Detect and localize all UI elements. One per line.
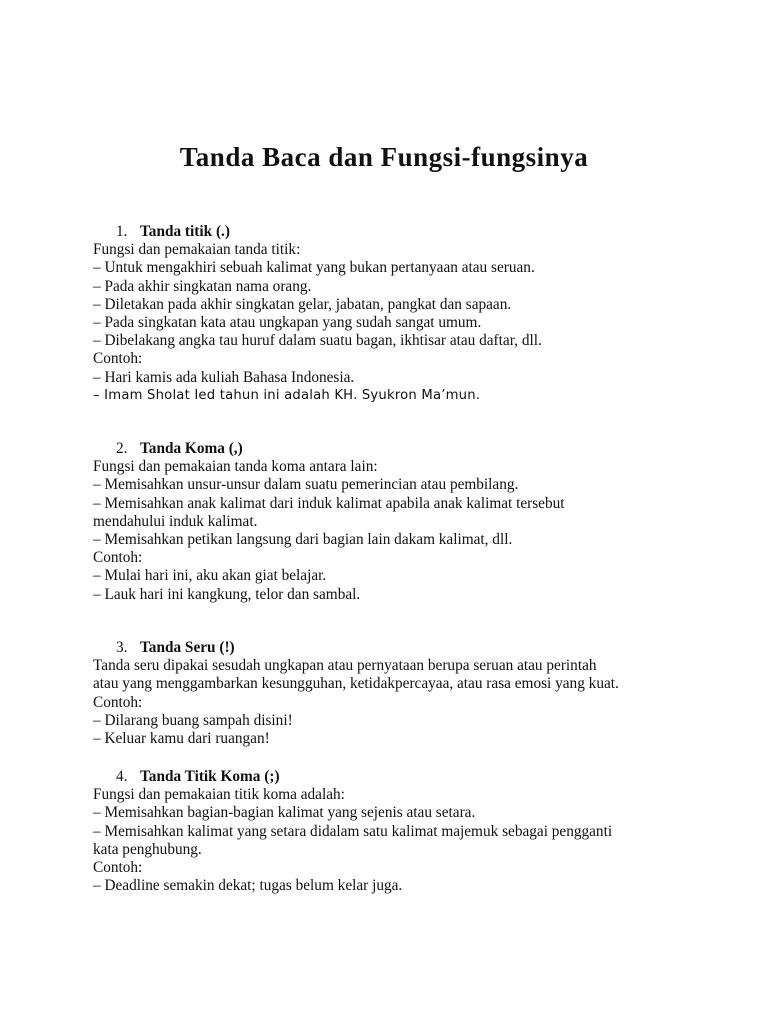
section-heading [93,639,693,657]
list-item: – Memisahkan kalimat yang setara didalam satu kalimat majemuk sebagai pengganti [93,822,613,840]
list-item: – Diletakan pada akhir singkatan gelar, jabatan, pangkat dan sapaan. [93,295,512,313]
list-item-continuation: kata penghubung. [93,840,202,858]
list-item: – Dibelakang angka tau huruf dalam suatu bagan, ikhtisar atau daftar, dll. [93,332,542,350]
section-number: 2. [116,440,128,457]
page-title: Tanda Baca dan Fungsi-fungsinya [179,142,589,172]
list-item: – Memisahkan petikan langsung dari bagian lain dakam kalimat, dll. [93,531,513,548]
example-item: – Imam Sholat Ied tahun ini adalah KH. Syukron Ma’mun. [93,387,481,403]
section-heading [93,768,693,786]
example-label: Contoh: [93,859,143,876]
example-label: Contoh: [93,350,143,368]
body-line: Fungsi dan pemakaian tanda titik: [93,241,301,259]
example-item: – Mulai hari ini, aku akan giat belajar. [93,567,327,585]
section-tanda-titik-koma [93,768,693,895]
section-tanda-koma [93,440,693,604]
example-item: – Hari kamis ada kuliah Bahasa Indonesia. [93,368,355,386]
section-number: 3. [116,639,128,656]
section-title: Tanda titik (.) [140,223,230,240]
body-line: atau yang menggambarkan kesungguhan, ketidakpercayaa, atau rasa emosi yang kuat. [93,675,619,693]
section-heading [93,223,693,241]
example-label: Contoh: [93,549,143,567]
example-label: Contoh: [93,693,143,711]
body-line: Fungsi dan pemakaian titik koma adalah: [93,786,345,804]
list-item: – Memisahkan anak kalimat dari induk kalimat apabila anak kalimat tersebut [93,494,565,512]
section-tanda-titik [93,223,693,405]
body-line: Tanda seru dipakai sesudah ungkapan atau pernyataan berupa seruan atau perintah [93,657,597,675]
list-item: – Memisahkan bagian-bagian kalimat yang sejenis atau setara. [93,804,476,822]
example-item: – Keluar kamu dari ruangan! [93,730,270,747]
example-item: – Dilarang buang sampah disini! [93,711,293,729]
section-number: 1. [116,223,128,240]
section-heading [93,440,693,458]
body-line: Fungsi dan pemakaian tanda koma antara lain: [93,458,378,476]
example-item: – Deadline semakin dekat; tugas belum kelar juga. [93,877,403,895]
section-title: Tanda Titik Koma (;) [140,768,280,785]
section-tanda-seru [93,639,693,748]
section-title: Tanda Seru (!) [140,639,235,656]
list-item: – Untuk mengakhiri sebuah kalimat yang bukan pertanyaan atau seruan. [93,259,535,277]
list-item: – Pada akhir singkatan nama orang. [93,277,312,295]
list-item: – Memisahkan unsur-unsur dalam suatu pemerincian atau pembilang. [93,476,519,494]
list-item: – Pada singkatan kata atau ungkapan yang sudah sangat umum. [93,314,482,331]
section-number: 4. [116,768,128,785]
section-title: Tanda Koma (,) [140,440,243,457]
example-item: – Lauk hari ini kangkung, telor dan sambal. [93,585,361,603]
list-item-continuation: mendahului induk kalimat. [93,512,258,530]
